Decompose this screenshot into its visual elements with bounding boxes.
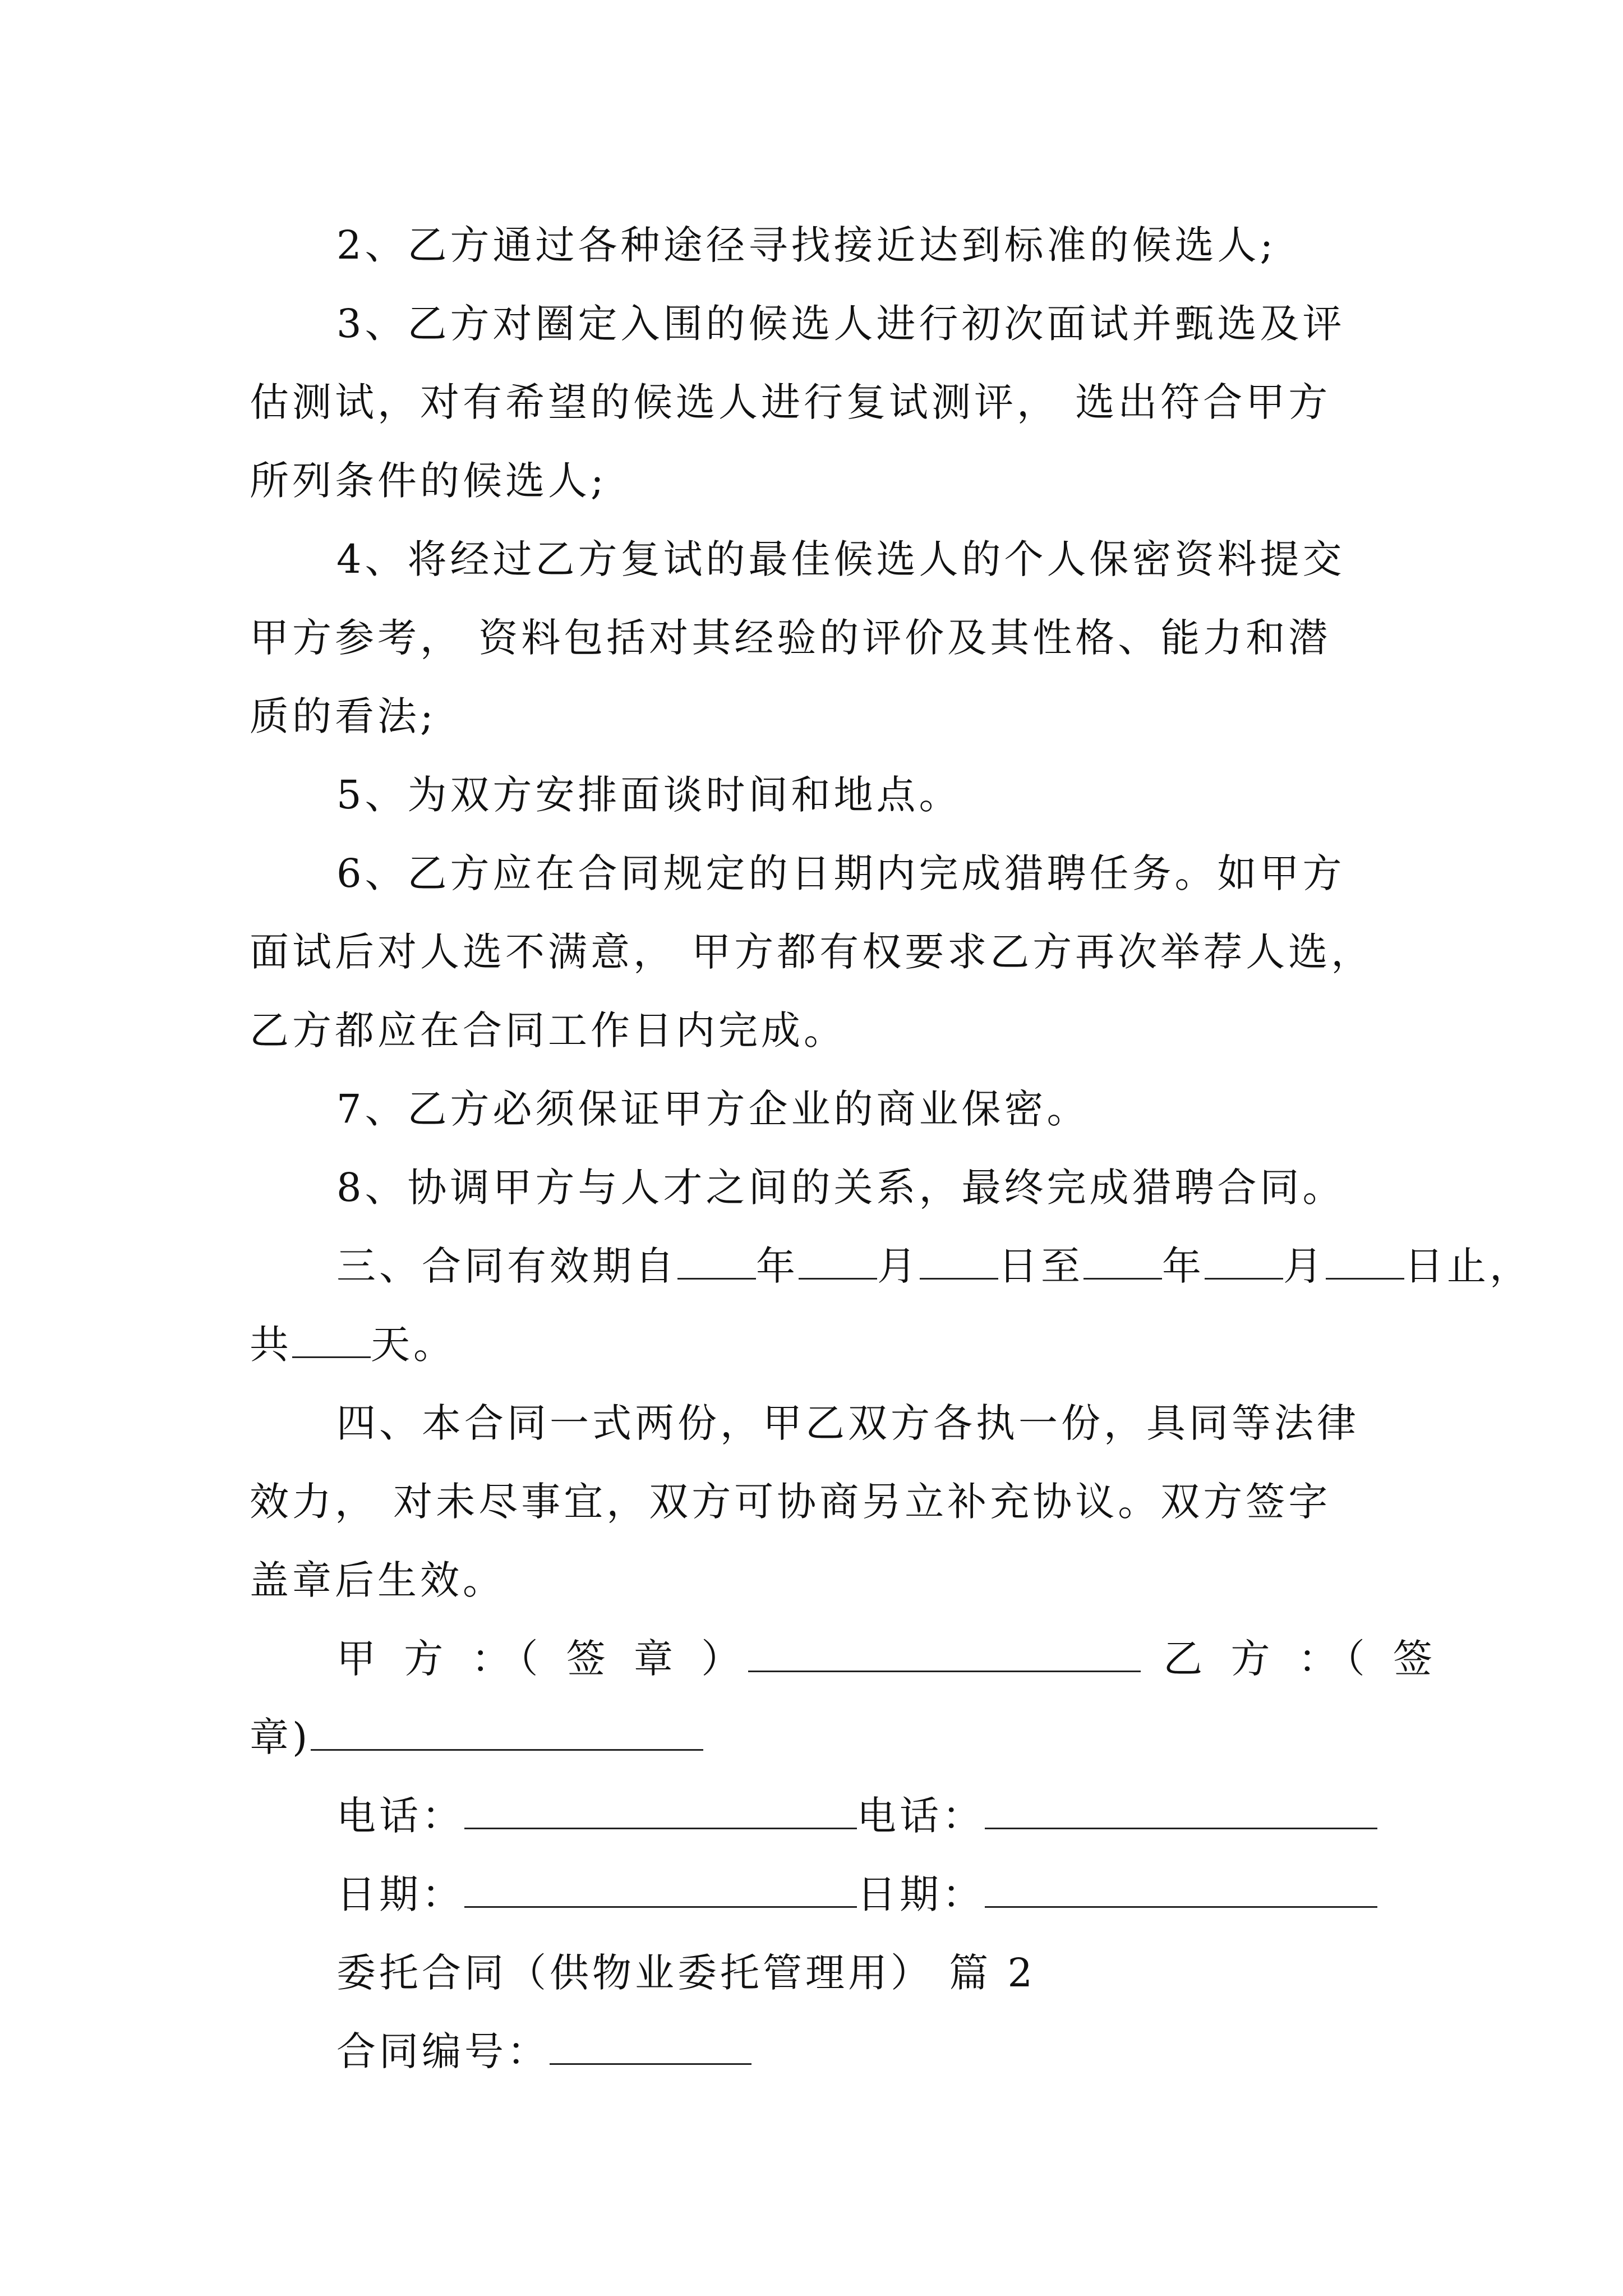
clause-6-line-3: 乙方都应在合同工作日内完成。 [250,1007,846,1053]
party-a-seal-label: 甲 方 ：（ 签 章 ） [336,1636,749,1682]
clause-5-line: 5、为双方安排面谈时间和地点。 [336,772,962,818]
term-end-label: 日止， [1404,1243,1532,1289]
next-contract-title: 委托合同（供物业委托管理用） 篇 2 [336,1950,1036,1996]
phone-b-label: 电话： [857,1793,985,1839]
signature-line [336,1619,1441,1698]
blank-end-day[interactable] [1326,1239,1404,1280]
clause-4-line-1: 4、将经过乙方复试的最佳候选人的个人保密资料提交 [336,536,1345,582]
clause-8-line: 8、协调甲方与人才之间的关系，最终完成猎聘合同。 [336,1165,1345,1211]
contract-number-label: 合同编号： [336,2028,550,2074]
term-end-month-label: 月 [1283,1243,1326,1289]
term-text-start: 三、合同有效期自 [336,1243,677,1289]
clause-3-line-3: 所列条件的候选人; [250,458,607,504]
term-day-to-label: 日至 [998,1243,1083,1289]
term-days-label: 天。 [371,1322,456,1368]
clause-3-line-1: 3、乙方对圈定入围的候选人进行初次面试并甄选及评 [336,301,1345,347]
signature-line-2 [250,1698,1388,1777]
section-4-line-1: 四、本合同一式两份，甲乙双方各执一份，具同等法律 [336,1400,1359,1446]
phone-a-label: 电话： [336,1793,464,1839]
clause-6-line-1: 6、乙方应在合同规定的日期内完成猎聘任务。如甲方 [336,850,1345,896]
term-year-label: 年 [756,1243,799,1289]
blank-end-year[interactable] [1083,1239,1162,1280]
term-total-label: 共 [250,1322,292,1368]
section-4-line-3: 盖章后生效。 [250,1557,505,1603]
party-a-seal-blank[interactable] [748,1631,1141,1672]
contract-number-line [336,2012,1391,2091]
clause-2-line: 2、乙方通过各种途径寻找接近达到标准的候选人; [336,222,1277,268]
party-b-seal-blank[interactable] [311,1710,703,1751]
section-4-line-2: 效力， 对未尽事宜，双方可协商另立补充协议。双方签字 [250,1479,1331,1525]
clause-4-line-2: 甲方参考， 资料包括对其经验的评价及其性格、能力和潜 [250,615,1331,661]
term-line-1 [336,1227,1532,1305]
blank-total-days[interactable] [292,1317,371,1358]
phone-a-blank[interactable] [464,1788,857,1829]
blank-start-year[interactable] [677,1239,756,1280]
phone-b-blank[interactable] [985,1788,1377,1829]
clause-3-line-2: 估测试，对有希望的候选人进行复试测评， 选出符合甲方 [250,379,1331,425]
clause-4-line-3: 质的看法; [250,693,437,739]
clause-7-line: 7、乙方必须保证甲方企业的商业保密。 [336,1086,1090,1132]
date-a-label: 日期： [336,1871,464,1917]
clause-6-line-2: 面试后对人选不满意， 甲方都有权要求乙方再次举荐人选， [250,929,1374,975]
date-a-blank[interactable] [464,1867,857,1908]
blank-start-month[interactable] [799,1239,877,1280]
party-b-seal-label: 乙 方 ：（ 签 [1163,1636,1441,1682]
phone-line [336,1777,1391,1855]
term-line-2 [250,1305,1388,1384]
date-b-blank[interactable] [985,1867,1377,1908]
blank-start-day[interactable] [920,1239,998,1280]
date-b-label: 日期： [857,1871,985,1917]
party-b-seal-cont: 章) [250,1714,311,1760]
term-month-label: 月 [877,1243,920,1289]
blank-end-month[interactable] [1205,1239,1283,1280]
contract-number-blank[interactable] [550,2024,751,2065]
term-end-year-label: 年 [1162,1243,1205,1289]
date-line [336,1855,1391,1934]
